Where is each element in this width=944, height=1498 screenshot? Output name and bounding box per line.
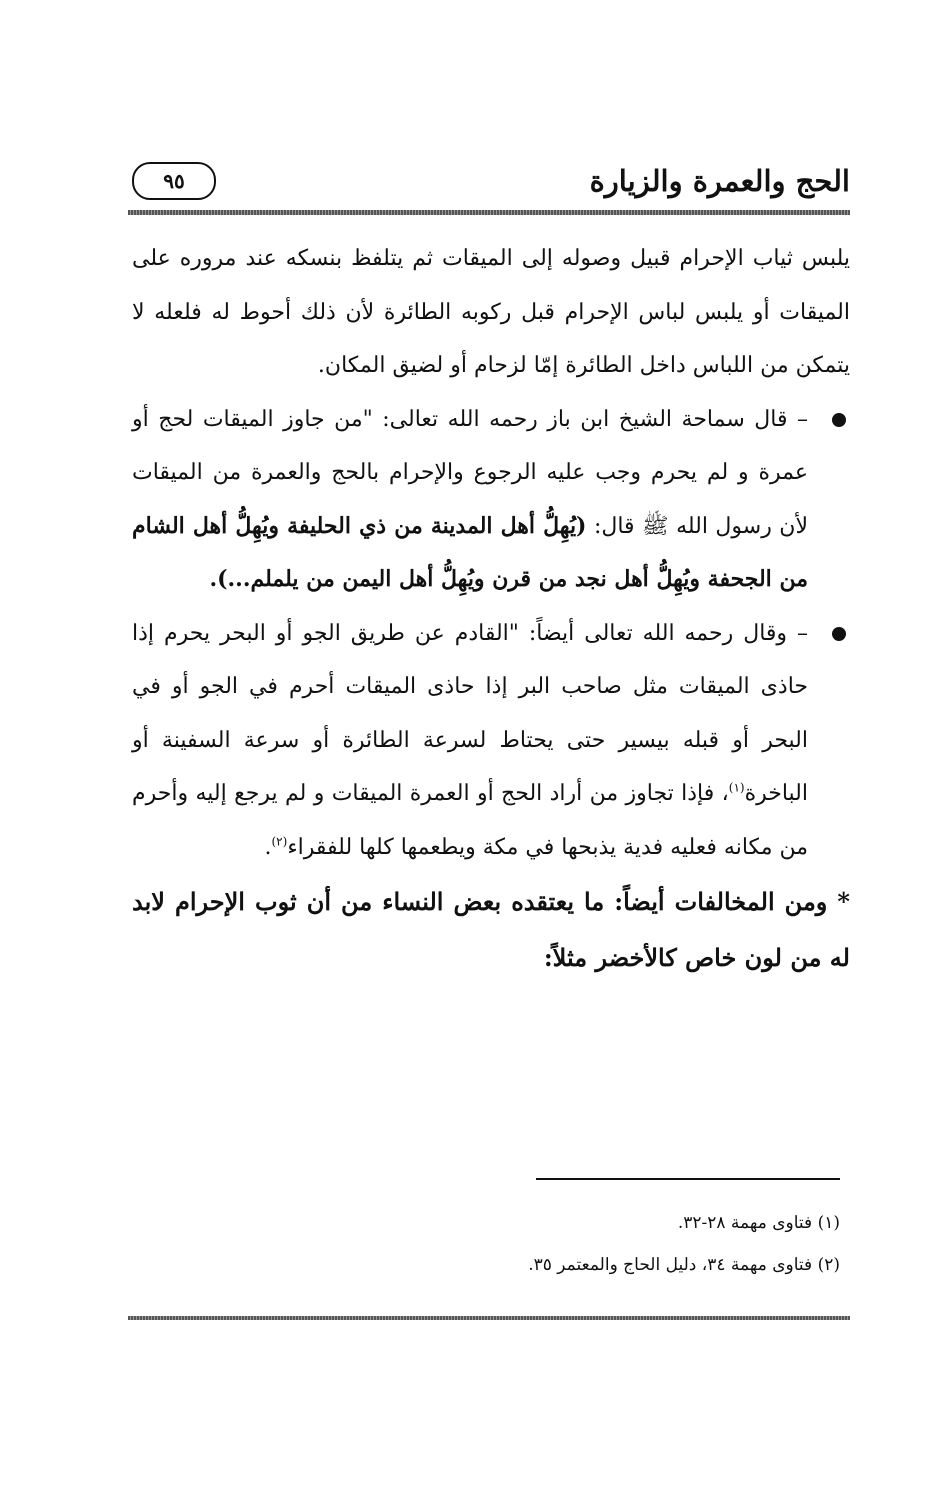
bullet-icon — [832, 413, 846, 427]
bullet-text: – وقال رحمه الله تعالى أيضاً: "القادم عن طريق الجو أو البحر يحرم إذا حاذى الميقات مثل صاحب البر إذا حاذى الميقات أحرم في الجو أو في البحر أو قبله بيسير حتى يحتاط لسرعة الطائرة أو سرعة السفينة أو الباخرة — [132, 620, 808, 806]
footnote-separator — [536, 1178, 840, 1180]
intro-paragraph: يلبس ثياب الإحرام قبيل وصوله إلى الميقات ثم يتلفظ بنسكه عند مروره على الميقات أو يلبس لباس الإحرام قبل ركوبه الطائرة لأن ذلك أحوط له فلعله لا يتمكن من اللباس داخل الطائرة إمّا لزحام أو لضيق المكان. — [132, 246, 850, 378]
footer-rule — [128, 1316, 850, 1320]
page-number: ٩٥ — [132, 162, 216, 200]
footnote-1: (١) فتاوى مهمة ٢٨-٣٢. — [677, 1213, 840, 1233]
bullet-item-air-sea — [132, 607, 850, 875]
book-title: الحج والعمرة والزيارة — [589, 164, 850, 198]
bullet-item-ibn-baz — [132, 393, 850, 607]
main-text — [132, 232, 850, 986]
page-header — [128, 158, 850, 208]
bullet-text: – قال سماحة الشيخ ابن باز رحمه الله تعالى: "من جاوز الميقات لحج أو عمرة و لم يحرم وجب عليه الرجوع والإحرام بالحج والعمرة من الميقات لأن رسول الله ﷺ قال: — [132, 406, 808, 539]
footnote-2: (٢) فتاوى مهمة ٣٤، دليل الحاج والمعتمر ٣٥. — [528, 1255, 840, 1275]
bullet-icon — [832, 627, 846, 641]
bullet-text-end: . — [264, 834, 272, 860]
bullet-text-continued: ، فإذا تجاوز من أراد الحج أو العمرة الميقات و لم يرجع إليه وأحرم من مكانه فعليه فدية يذبحها في مكة ويطعمها كلها للفقراء — [132, 781, 808, 860]
section-heading: * ومن المخالفات أيضاً: ما يعتقده بعض النساء من أن ثوب الإحرام لابد له من لون خاص كالأخضر مثلاً: — [132, 887, 850, 972]
hadith-quote: (يُهِلُّ أهل المدينة من ذي الحليفة ويُهِلُّ أهل الشام من الجحفة ويُهِلُّ أهل نجد من قرن ويُهِلُّ أهل اليمن من يلملم...). — [132, 512, 808, 592]
footnote-ref-2[interactable]: (٢) — [271, 834, 288, 849]
header-rule — [128, 210, 850, 215]
footnotes — [132, 1202, 840, 1286]
footnote-ref-1[interactable]: (١) — [728, 780, 745, 795]
